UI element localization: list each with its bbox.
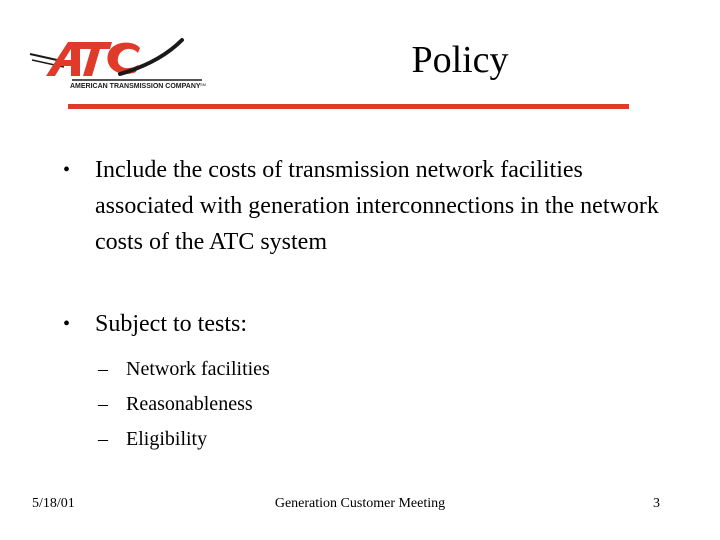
- slide-title: Policy: [411, 39, 509, 81]
- sub-bullet-item: [60, 387, 680, 422]
- atc-logo: [28, 36, 218, 98]
- bullet-marker: •: [63, 313, 71, 335]
- bullet-marker: •: [63, 159, 71, 181]
- sub-bullet-marker: –: [98, 358, 108, 380]
- slide-body: [60, 152, 680, 457]
- sub-bullet-text: Network facilities: [126, 358, 270, 380]
- bullet-item: [60, 306, 680, 342]
- footer-page-number: 3: [653, 496, 660, 511]
- sub-bullet-marker: –: [98, 428, 108, 450]
- bullet-text: Include the costs of transmission network facilities associated with generation interconnections in the network costs of the ATC system: [95, 157, 659, 255]
- sub-bullet-item: [60, 422, 680, 457]
- bullet-item: [60, 152, 680, 260]
- atc-logo-graphic: [28, 36, 218, 98]
- sub-bullet-marker: –: [98, 393, 108, 415]
- sub-bullet-list: [60, 352, 680, 457]
- footer-date: 5/18/01: [32, 496, 75, 511]
- sub-bullet-text: Eligibility: [126, 428, 208, 450]
- bullet-text: Subject to tests:: [95, 311, 247, 337]
- footer-meeting-title: Generation Customer Meeting: [274, 496, 446, 511]
- title-divider: [68, 104, 629, 109]
- logo-service-mark: SM: [200, 82, 206, 87]
- sub-bullet-text: Reasonableness: [126, 393, 253, 415]
- logo-tagline: AMERICAN TRANSMISSION COMPANY: [70, 83, 201, 90]
- sub-bullet-item: [60, 352, 680, 387]
